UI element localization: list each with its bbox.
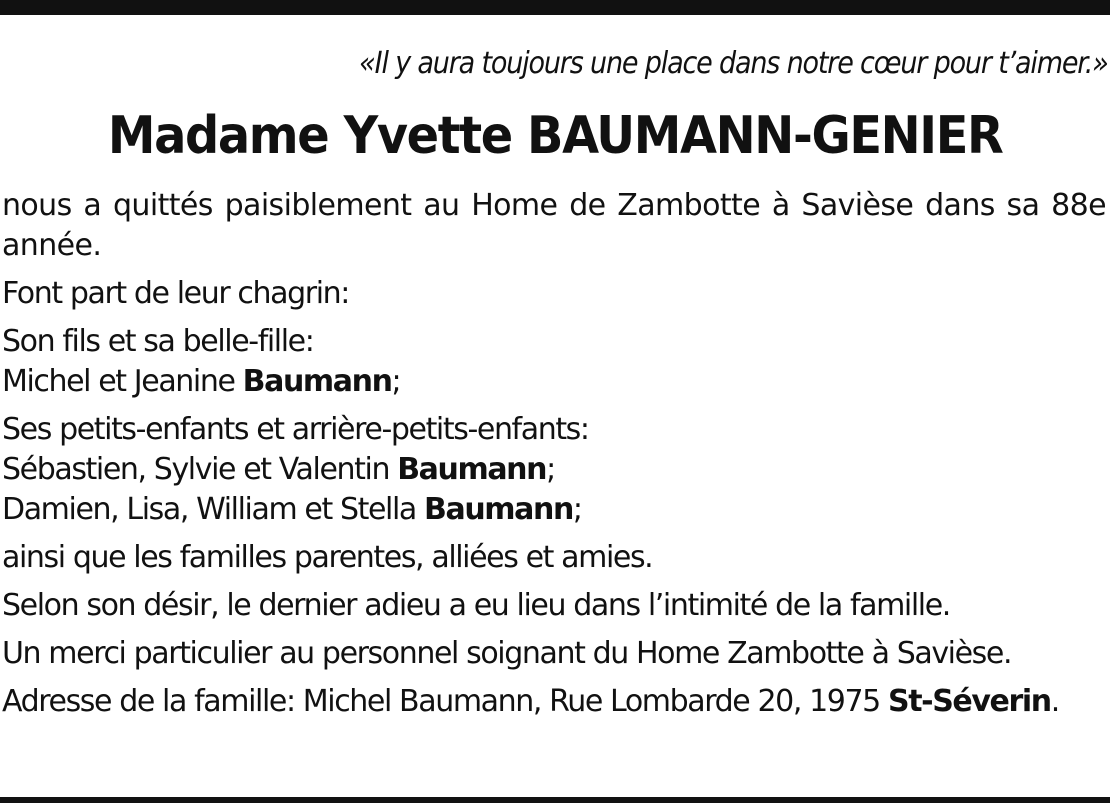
address-prefix: Adresse de la famille: Michel Baumann, Rue Lombarde 20, 1975 bbox=[2, 684, 888, 719]
grandchildren-line-2 bbox=[2, 490, 582, 530]
grandchildren-surname-2: Baumann bbox=[424, 492, 573, 527]
grandchildren-punct-2: ; bbox=[572, 492, 582, 527]
announce-text: Font part de leur chagrin: bbox=[2, 276, 349, 311]
son-surname: Baumann bbox=[242, 364, 392, 399]
grandchildren-punct-1: ; bbox=[546, 452, 555, 487]
deceased-name-text: Madame Yvette BAUMANN-GENIER bbox=[107, 106, 1003, 166]
families-text: ainsi que les familles parentes, alliées et amies. bbox=[2, 540, 653, 575]
memorial-quote: «Il y aura toujours une place dans notre cœur pour t’aimer.» bbox=[359, 46, 1108, 81]
son-block bbox=[2, 322, 1106, 402]
grandchildren-surname-1: Baumann bbox=[397, 452, 547, 487]
address-city: St-Séverin bbox=[888, 684, 1051, 719]
notice-body bbox=[2, 186, 1106, 730]
son-line bbox=[2, 362, 400, 402]
address-punct: . bbox=[1050, 684, 1059, 719]
farewell-text: Selon son désir, le dernier adieu a eu lieu dans l’intimité de la famille. bbox=[2, 588, 950, 623]
top-rule bbox=[0, 0, 1110, 15]
grandchildren-heading: Ses petits-enfants et arrière-petits-enfants: bbox=[2, 412, 589, 447]
announcement-line bbox=[2, 274, 1106, 314]
grandchildren-line-1 bbox=[2, 450, 555, 490]
farewell-line bbox=[2, 586, 1106, 626]
son-names: Michel et Jeanine bbox=[2, 364, 243, 399]
bottom-rule bbox=[0, 797, 1110, 803]
thanks-text: Un merci particulier au personnel soignant du Home Zambotte à Savièse. bbox=[2, 636, 1012, 671]
families-line bbox=[2, 538, 1106, 578]
intro-paragraph: nous a quittés paisiblement au Home de Zambotte à Savièse dans sa 88e année. bbox=[2, 188, 1106, 263]
grandchildren-names-2: Damien, Lisa, William et Stella bbox=[2, 492, 425, 527]
address-line bbox=[2, 682, 1106, 722]
grandchildren-names-1: Sébastien, Sylvie et Valentin bbox=[2, 452, 398, 487]
deceased-name bbox=[0, 100, 1110, 172]
son-heading: Son fils et sa belle-fille: bbox=[2, 324, 314, 359]
grandchildren-block bbox=[2, 410, 1106, 530]
address-text bbox=[2, 682, 1059, 722]
son-punct: ; bbox=[391, 364, 401, 399]
thanks-line bbox=[2, 634, 1106, 674]
